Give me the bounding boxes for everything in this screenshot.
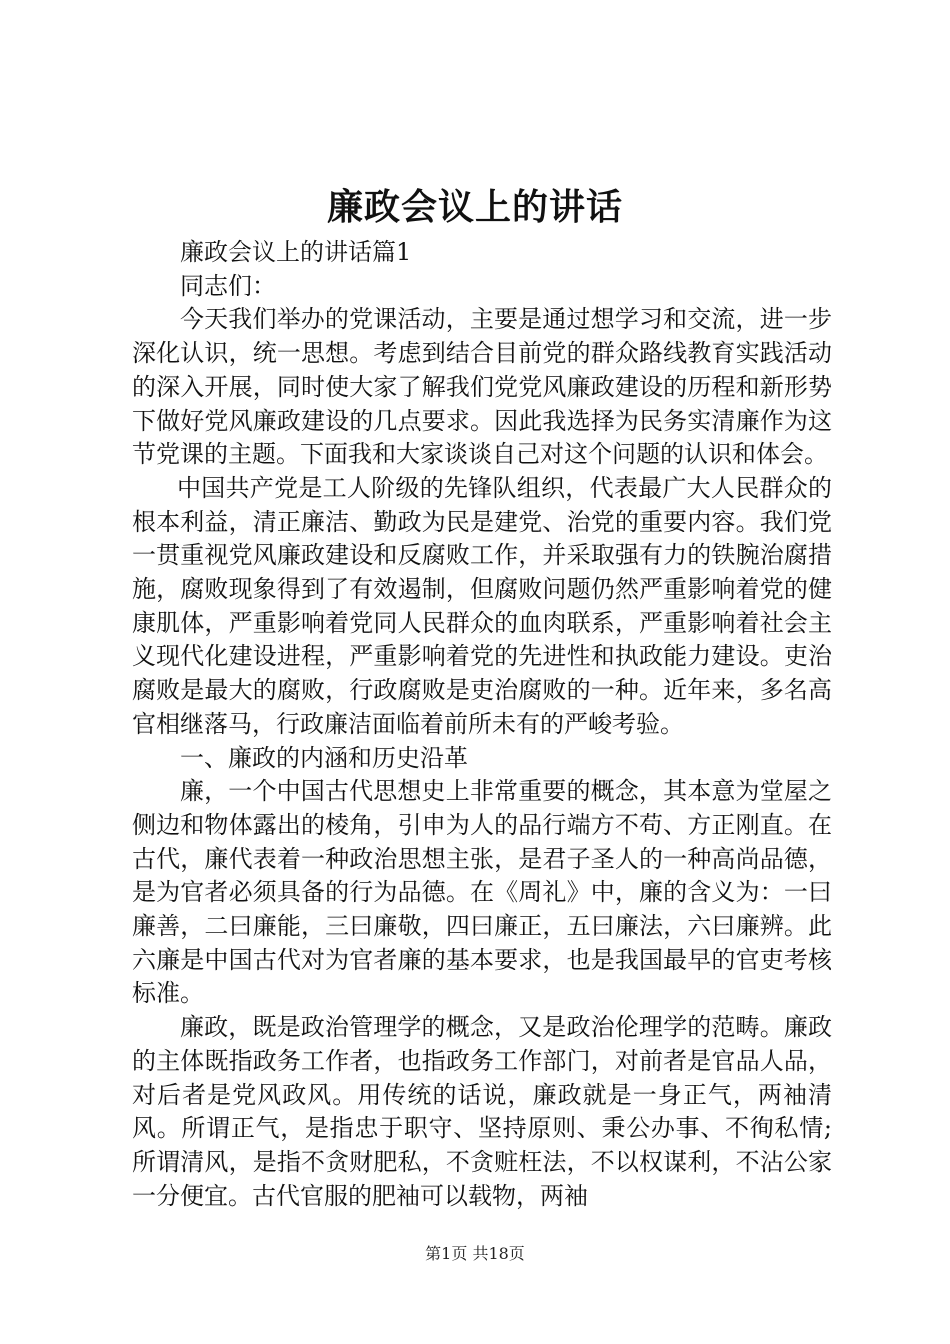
document-title: 廉政会议上的讲话 bbox=[326, 186, 623, 228]
body-paragraph: 今天我们举办的党课活动，主要是通过想学习和交流，进一步深化认识，统一思想。考虑到结合目前党的群众路线教育实践活动的深入开展，同时使大家了解我们党党风廉政建设的历程和新形势下做好党风廉政建设的几点要求。因此我选择为民务实清廉作为这节党课的主题。下面我和大家谈谈自己对这个问题的认识和体会。 bbox=[132, 305, 832, 469]
body-paragraph: 中国共产党是工人阶级的先锋队组织，代表最广大人民群众的根本利益，清正廉洁、勤政为民是建党、治党的重要内容。我们党一贯重视党风廉政建设和反腐败工作，并采取强有力的铁腕治腐措施，腐败现象得到了有效遏制，但腐败问题仍然严重影响着党的健康肌体，严重影响着党同人民群众的血肉联系，严重影响着社会主义现代化建设进程，严重影响着党的先进性和执政能力建设。吏治腐败是最大的腐败，行政腐败是吏治腐败的一种。近年来，多名高官相继落马，行政廉洁面临着前所未有的严峻考验。 bbox=[132, 473, 832, 738]
page-number-footer: 第1页 共18页 bbox=[425, 1244, 525, 1263]
section-heading: 廉政会议上的讲话篇1 bbox=[180, 238, 412, 266]
section-subheading: 一、廉政的内涵和历史沿革 bbox=[180, 743, 468, 772]
document-body bbox=[132, 236, 832, 1213]
salutation: 同志们： bbox=[180, 271, 276, 300]
body-paragraph: 廉，一个中国古代思想史上非常重要的概念，其本意为堂屋之侧边和物体露出的棱角，引申为人的品行端方不苟、方正刚直。在古代，廉代表着一种政治思想主张，是君子圣人的一种高尚品德，是为官者必须具备的行为品德。在《周礼》中，廉的含义为：一曰廉善，二曰廉能，三曰廉敬，四曰廉正，五曰廉法，六曰廉辨。此六廉是中国古代对为官者廉的基本要求，也是我国最早的官吏考核标准。 bbox=[132, 777, 832, 1008]
body-paragraph: 廉政，既是政治管理学的概念，又是政治伦理学的范畴。廉政的主体既指政务工作者，也指政务工作部门，对前者是官品人品，对后者是党风政风。用传统的话说，廉政就是一身正气，两袖清风。所谓正气，是指忠于职守、坚持原则、秉公办事、不徇私情;所谓清风，是指不贪财肥私，不贪赃枉法，不以权谋利，不沾公家一分便宜。古代官服的肥袖可以载物，两袖 bbox=[132, 1013, 832, 1210]
